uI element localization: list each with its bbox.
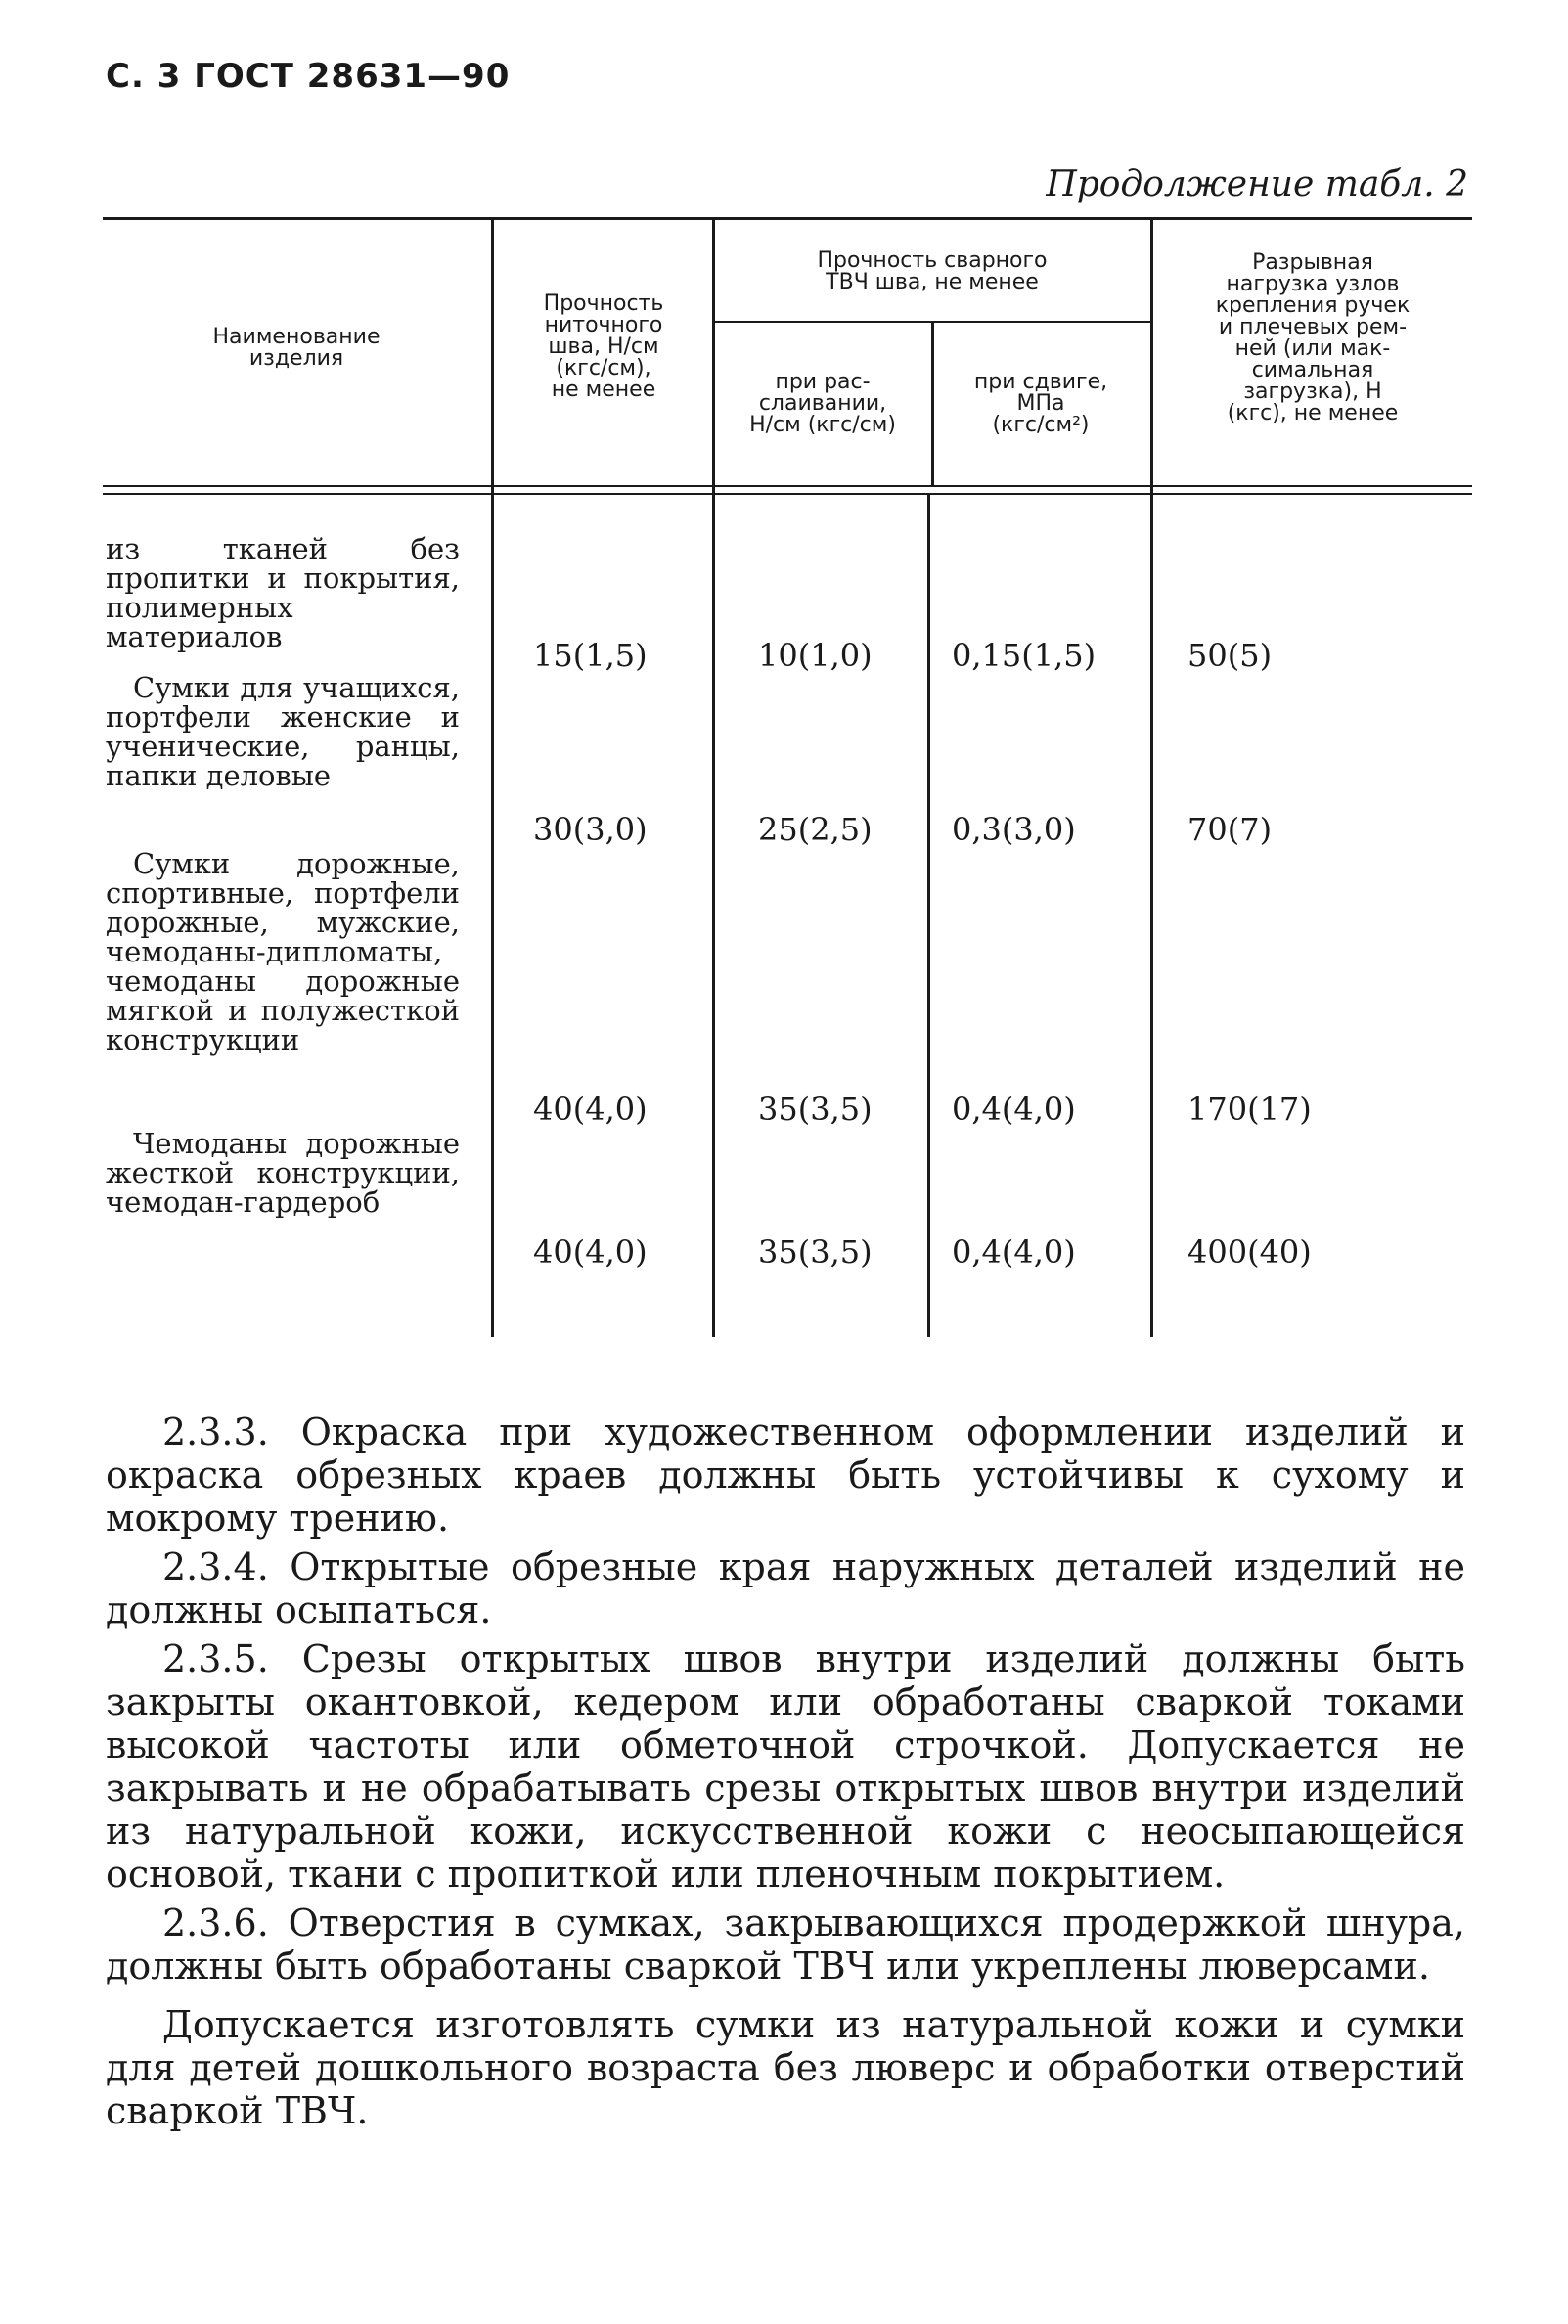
row-2-thread: 30(3,0)	[533, 811, 648, 848]
row-1-break: 50(5)	[1187, 637, 1273, 674]
row-3-name: Сумки дорожные, спортивные, портфели дорожные, мужские, чемоданы-дипломаты, чемоданы дорожные мягкой и полужесткой конструкции	[106, 847, 460, 1056]
col-divider-1	[491, 219, 494, 1337]
paragraph-2-3-6: 2.3.6. Отверстия в сумках, закрывающихся продержкой шнура, должны быть обработаны сваркой ТВЧ или укреплены люверсами.	[106, 1901, 1465, 1988]
col-divider-2	[712, 219, 715, 1337]
paragraph-2-3-3: 2.3.3. Окраска при художественном оформлении изделий и окраска обрезных краев должны быть устойчивы к сухому и мокрому трению.	[106, 1410, 1465, 1540]
page-header: С. 3 ГОСТ 28631—90	[106, 57, 511, 96]
table-caption: Продолжение табл. 2	[1046, 164, 1468, 204]
header-thread-strength: Прочность ниточного шва, Н/см (кгс/см), не менее	[543, 291, 664, 402]
row-3-break: 170(17)	[1187, 1091, 1312, 1128]
row-4-name: Чемоданы дорожные жесткой конструкции, чемодан-гардероб	[106, 1127, 460, 1219]
table-top-rule	[103, 217, 1472, 220]
header-breaking-load: Разрывная нагрузка узлов крепления ручек и плечевых рем- ней (или мак- симальная загрузка), Н (кгс), не менее	[1215, 250, 1411, 425]
header-shear: при сдвиге, МПа (кгс/см²)	[973, 370, 1108, 437]
header-weld-strength: Прочность сварного ТВЧ шва, не менее	[817, 248, 1048, 294]
row-3-thread: 40(4,0)	[533, 1091, 648, 1128]
row-2-break: 70(7)	[1187, 811, 1273, 848]
header-peel: при рас- слаивании, Н/см (кгс/см)	[749, 370, 896, 437]
col-divider-4	[1150, 219, 1153, 1337]
row-4-shear: 0,4(4,0)	[952, 1233, 1076, 1271]
row-2-name: Сумки для учащихся, портфели женские и ученические, ранцы, папки деловые	[106, 671, 460, 792]
paragraph-2-3-4: 2.3.4. Открытые обрезные края наружных деталей изделий не должны осыпаться.	[106, 1545, 1465, 1631]
row-1-peel: 10(1,0)	[758, 637, 873, 674]
paragraph-2-3-5: 2.3.5. Срезы открытых швов внутри изделий должны быть закрыты окантовкой, кедером или обработаны сваркой токами высокой частоты или обметочной строчкой. Допускается не закрывать и не обрабатывать срезы открытых швов внутри изделий из натуральной кожи, искусственной кожи с неосыпающейся основой, ткани с пропиткой или пленочным покрытием.	[106, 1637, 1465, 1896]
row-1-shear: 0,15(1,5)	[952, 637, 1097, 674]
header-bottom-rule-2	[103, 493, 1472, 495]
row-1-name: из тканей без пропитки и покрытия, полимерных материалов	[106, 532, 460, 653]
row-4-break: 400(40)	[1187, 1233, 1312, 1271]
row-3-shear: 0,4(4,0)	[952, 1091, 1076, 1128]
row-4-peel: 35(3,5)	[758, 1233, 873, 1271]
row-4-thread: 40(4,0)	[533, 1233, 648, 1271]
paragraph-allowance: Допускается изготовлять сумки из натуральной кожи и сумки для детей дошкольного возраста без люверс и обработки отверстий сваркой ТВЧ.	[106, 2003, 1465, 2132]
col-divider-3-body	[927, 495, 930, 1337]
row-2-peel: 25(2,5)	[758, 811, 873, 848]
row-3-peel: 35(3,5)	[758, 1091, 873, 1128]
row-1-thread: 15(1,5)	[533, 637, 648, 674]
row-2-shear: 0,3(3,0)	[952, 811, 1076, 848]
body-text	[106, 1410, 1465, 2138]
header-name: Наименование изделия	[212, 325, 381, 371]
header-bottom-rule-1	[103, 485, 1472, 487]
